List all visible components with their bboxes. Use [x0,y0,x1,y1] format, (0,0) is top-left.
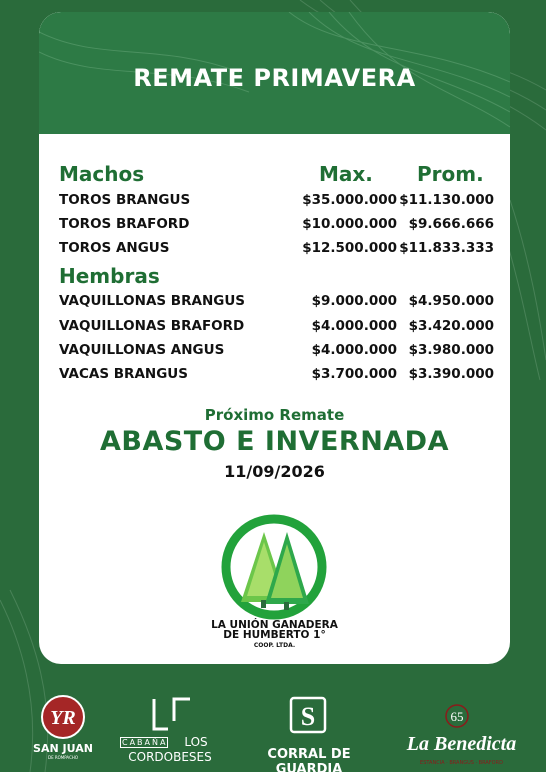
page-title: REMATE PRIMAVERA [133,64,416,92]
table-row-max: $12.500.000 [302,240,397,256]
results-card [39,12,510,664]
table-row-prom: $3.980.000 [408,342,494,358]
benedicta-badge-icon [444,703,470,729]
sponsor-cordobeses [120,695,220,767]
cooperative-logo-icon [219,512,329,622]
cooperative-name-line1: LA UNIÓN GANADERA [211,619,338,631]
table-row-max: $10.000.000 [302,216,397,232]
san-juan-name: SAN JUAN [33,742,93,755]
cordobeses-logo-icon [120,695,220,735]
machos-heading: Machos [59,162,145,186]
cooperative-name-line2: DE HUMBERTO 1° [223,629,326,641]
table-row-name: VAQUILLONAS BRAFORD [59,318,245,334]
table-row-max: $9.000.000 [311,293,397,309]
table-row-prom: $3.420.000 [408,318,494,334]
benedicta-badge: 65 [450,709,464,724]
corral-name: CORRAL DE GUARDIA [267,747,351,772]
table-row-name: VAQUILLONAS BRANGUS [59,293,246,309]
sponsor-san-juan [28,692,98,762]
next-auction-title: ABASTO E INVERNADA [99,426,449,457]
table-row-name: TOROS BRANGUS [59,192,191,208]
corral-logo-icon [288,695,328,737]
cordobeses-bottom: CORDOBESES [128,750,212,764]
san-juan-sub: DE ROMPACHO [47,755,79,760]
table-row-prom: $11.833.333 [399,240,494,256]
max-column-header: Max. [319,162,373,186]
table-row-prom: $4.950.000 [408,293,494,309]
table-row-name: TOROS ANGUS [59,240,170,256]
table-row-prom: $3.390.000 [408,366,494,382]
sponsor-corral-de-guardia [238,695,380,772]
table-row-name: TOROS BRAFORD [59,216,190,232]
next-auction-date: 11/09/2026 [224,462,325,481]
table-row-max: $4.000.000 [311,342,397,358]
table-row-max: $3.700.000 [311,366,397,382]
table-row-prom: $9.666.666 [408,216,494,232]
benedicta-sub: ESTANCIA · BRANGUS · BRAFORD [420,760,503,766]
cooperative-name-line3: COOP. LTDA. [253,642,296,649]
san-juan-mark: YR [50,707,76,729]
benedicta-name: La Benedicta [406,733,517,755]
corral-mark: S [300,702,316,731]
table-row-name: VAQUILLONAS ANGUS [59,342,225,358]
hembras-heading: Hembras [59,264,160,288]
card-header [39,12,510,134]
table-row-max: $35.000.000 [302,192,397,208]
cordobeses-top: CABAÑA [122,738,168,747]
san-juan-logo-icon [28,692,98,742]
sponsor-la-benedicta [394,703,529,769]
table-row-prom: $11.130.000 [399,192,494,208]
prom-column-header: Prom. [417,162,484,186]
cordobeses-top2: LOS [184,735,208,749]
next-auction-label: Próximo Remate [204,406,345,424]
table-row-max: $4.000.000 [311,318,397,334]
table-row-name: VACAS BRANGUS [59,366,188,382]
